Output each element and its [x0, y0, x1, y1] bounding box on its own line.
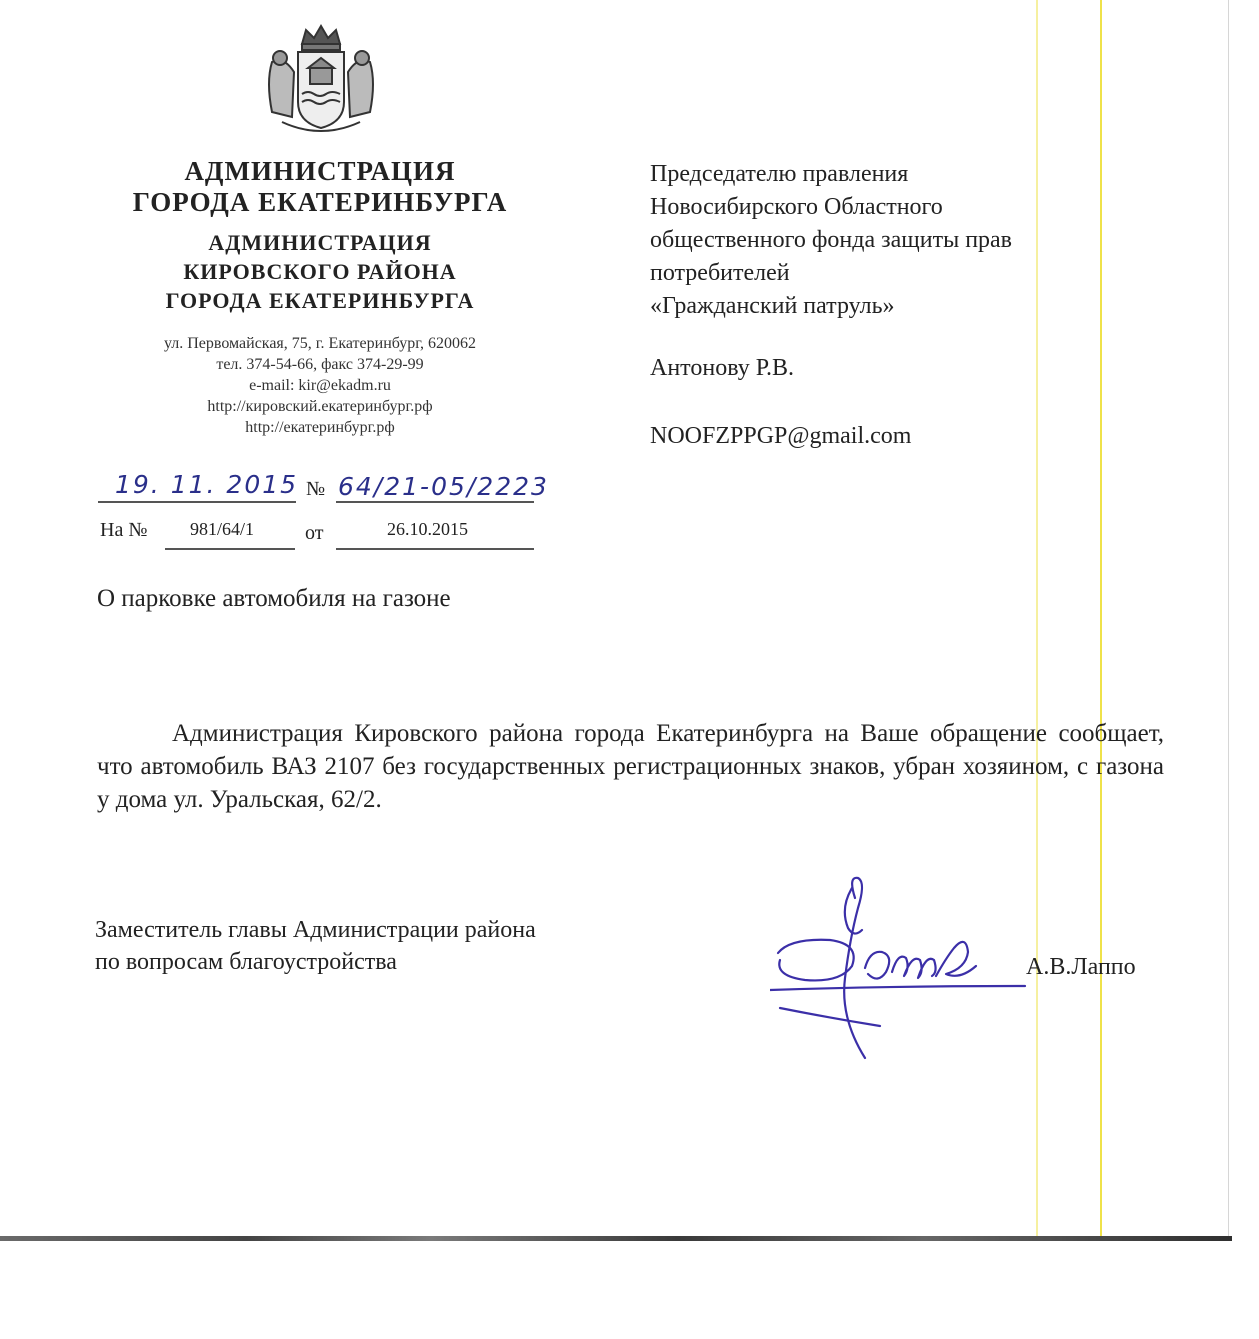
body-paragraph: Администрация Кировского района города Екатеринбурга на Ваше обращение сообщает, что автомобиль ВАЗ 2107 без государственных регистрационных знаков, убран хозяином, с газона у дома ул. Уральская, 62/2.	[97, 720, 1164, 813]
signatory-name: А.В.Лаппо	[1026, 954, 1136, 980]
outgoing-date: 19. 11. 2015	[115, 470, 299, 499]
reply-date-underline	[336, 548, 534, 550]
addressee-email: NOOFZPPGP@gmail.com	[650, 423, 912, 449]
addressee-line: «Гражданский патруль»	[650, 293, 895, 319]
sender-site: http://екатеринбург.рф	[245, 419, 395, 436]
reply-date: 26.10.2015	[387, 519, 468, 539]
addressee-line: Председателю правления	[650, 161, 909, 187]
signatory-title-line: по вопросам благоустройства	[95, 949, 397, 975]
number-underline	[336, 501, 534, 503]
signatory-title	[95, 914, 536, 978]
header-line: ГОРОДА ЕКАТЕРИНБУРГА	[132, 187, 508, 217]
addressee-line: Новосибирского Областного	[650, 194, 943, 220]
header-line: КИРОВСКОГО РАЙОНА	[183, 259, 457, 284]
reply-number-underline	[165, 548, 295, 550]
date-underline	[98, 501, 296, 503]
page-edge-line	[1228, 0, 1229, 1236]
sender-email: e-mail: kir@ekadm.ru	[249, 377, 391, 394]
from-label: от	[305, 522, 324, 544]
sender-site: http://кировский.екатеринбург.рф	[207, 398, 433, 415]
letter-body	[97, 717, 1164, 816]
reply-number: 981/64/1	[190, 519, 255, 539]
number-sign: №	[306, 478, 326, 500]
sender-contacts	[60, 333, 580, 438]
addressee-line: потребителей	[650, 260, 790, 286]
header-line: АДМИНИСТРАЦИЯ	[184, 156, 456, 186]
handwritten-signature	[770, 868, 1030, 1063]
header-line: ГОРОДА ЕКАТЕРИНБУРГА	[165, 288, 475, 313]
signatory-title-line: Заместитель главы Администрации района	[95, 917, 536, 943]
addressee-block	[650, 158, 1120, 323]
coat-of-arms-icon	[262, 22, 380, 134]
sender-address: ул. Первомайская, 75, г. Екатеринбург, 620062	[163, 335, 477, 352]
header-line: АДМИНИСТРАЦИЯ	[208, 230, 432, 255]
city-administration-title	[60, 156, 580, 218]
district-administration-title	[60, 228, 580, 315]
addressee-line: общественного фонда защиты прав	[650, 227, 1013, 253]
outgoing-number: 64/21-05/2223	[338, 472, 549, 501]
reply-label: На №	[100, 519, 148, 541]
addressee-name: Антонову Р.В.	[650, 355, 795, 381]
sender-phone: тел. 374-54-66, факс 374-29-99	[216, 356, 424, 373]
scan-bottom-edge	[0, 1236, 1232, 1241]
letter-subject: О парковке автомобиля на газоне	[97, 585, 451, 612]
